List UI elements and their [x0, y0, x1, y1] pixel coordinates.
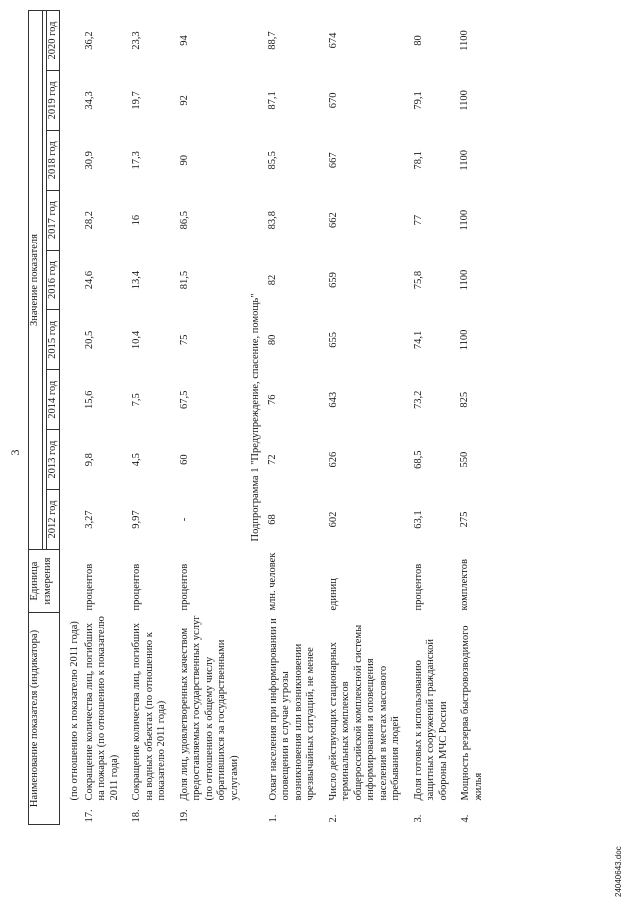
row-value: 19,7 — [131, 91, 142, 110]
header-name: Наименование показателя (индикатора) — [29, 612, 60, 824]
row-value: 36,2 — [83, 31, 95, 50]
row-value: 1100 — [459, 30, 470, 51]
header-values: Значение показателя — [29, 11, 43, 550]
row-name: Сокращение количества лиц, погибших на водных объектах (по отношению к показателю 2011 года) — [131, 623, 167, 801]
header-year: 2015 год — [46, 310, 60, 370]
continuation-text: (по отношению к показателю 2011 года) — [69, 621, 80, 801]
row-value: 17,3 — [131, 151, 142, 170]
row-value: 79,1 — [412, 91, 424, 110]
row-value: 80 — [266, 334, 278, 346]
row-number: 2. — [327, 814, 339, 823]
row-value: 24,6 — [83, 270, 95, 290]
table-row — [459, 11, 486, 825]
row-value: 9,8 — [83, 453, 95, 467]
row-value: 67,5 — [178, 390, 190, 409]
row-value: 1100 — [459, 90, 470, 111]
row-value: 1100 — [459, 209, 470, 231]
row-value: 7,5 — [131, 393, 142, 407]
row-value: 75 — [178, 334, 190, 346]
row-value: 655 — [327, 332, 339, 348]
row-value: 659 — [327, 272, 339, 288]
row-name: Охват населения при информировании и оповещении в случае угрозы возникновения или возникновении чрезвычайных ситуаций, не менее — [267, 618, 316, 801]
row-value: 674 — [327, 32, 339, 49]
header-year: 2018 год — [46, 130, 60, 190]
row-value: 550 — [459, 451, 470, 468]
row-value: 23,3 — [131, 31, 142, 50]
row-value: 15,6 — [83, 390, 95, 409]
row-value: 85,5 — [266, 151, 278, 170]
row-value: 80 — [412, 35, 424, 46]
row-value: 662 — [327, 212, 339, 229]
row-number: 3. — [412, 814, 424, 823]
row-number: 1. — [267, 814, 279, 823]
row-number: 19. — [178, 809, 190, 823]
table-row — [327, 11, 404, 825]
row-number: 18. — [131, 809, 142, 823]
row-value: 75,8 — [412, 270, 424, 290]
header-year: 2019 год — [46, 70, 60, 130]
row-value: 667 — [327, 152, 339, 169]
row-value: 87,1 — [266, 91, 278, 110]
row-number: 17. — [83, 809, 95, 823]
row-unit: единиц — [327, 578, 339, 611]
table-header — [29, 11, 60, 825]
table-row — [267, 11, 319, 825]
row-name: Доля готовых к использованию защитных сооружений гражданской обороны МЧС России — [412, 639, 449, 801]
row-value: 1100 — [459, 329, 470, 351]
row-value: - — [178, 517, 190, 522]
row-name: Доля лиц, удовлетворенных качеством предоставляемых государственных услуг (по отношению к общему числу обратившихся за государственными услугами) — [178, 615, 240, 801]
row-unit: комплектов — [459, 559, 470, 611]
table-row — [412, 11, 452, 825]
row-value: 3,27 — [83, 510, 95, 529]
header-year: 2012 год — [46, 490, 60, 550]
table-row — [130, 11, 170, 825]
subprogram-title: Подпрограмма 1 "Предупреждение, спасение, помощь" — [250, 293, 261, 542]
row-unit: млн. человек — [266, 552, 278, 611]
row-number: 4. — [460, 814, 471, 823]
header-year: 2014 год — [46, 370, 60, 430]
indicator-table — [28, 10, 486, 825]
row-value: 4,5 — [131, 453, 142, 467]
row-value: 68,5 — [412, 450, 424, 469]
row-unit: процентов — [178, 563, 190, 611]
file-name-footer: 24040643.doc — [614, 846, 623, 897]
row-value: 86,5 — [178, 210, 190, 230]
row-value: 73,2 — [412, 390, 424, 409]
page-number: 3 — [8, 449, 22, 456]
continuation-row — [68, 11, 83, 825]
row-value: 13,4 — [131, 270, 142, 290]
row-value: 1100 — [459, 269, 470, 291]
header-unit: Единица измерения — [29, 549, 60, 612]
row-value: 825 — [459, 391, 470, 408]
row-value: 1100 — [459, 149, 470, 171]
row-value: 94 — [178, 35, 190, 46]
header-year: 2013 год — [46, 430, 60, 490]
header-year: 2020 год — [46, 11, 60, 71]
row-value: 81,5 — [178, 270, 190, 290]
row-name: Число действующих стационарных терминальных комплексов общероссийской комплексной системы информирования и оповещения населения в местах массового пребывания людей — [327, 624, 401, 801]
row-value: 602 — [327, 511, 339, 528]
row-value: 78,1 — [412, 151, 424, 170]
row-value: 76 — [266, 394, 278, 406]
row-value: 63,1 — [412, 510, 424, 529]
row-value: 28,2 — [83, 210, 95, 230]
row-value: 10,4 — [131, 330, 142, 350]
row-value: 83,8 — [266, 210, 278, 230]
row-value: 72 — [266, 454, 278, 465]
row-value: 9,97 — [131, 510, 142, 529]
row-value: 626 — [327, 451, 339, 468]
row-name: Сокращение количества лиц, погибших на пожарах (по отношению к показателю 2011 года) — [83, 616, 120, 801]
row-unit: процентов — [83, 563, 95, 611]
row-unit: процентов — [131, 563, 142, 611]
row-value: 74,1 — [412, 330, 424, 350]
row-value: 77 — [412, 214, 424, 226]
row-value: 90 — [178, 155, 190, 166]
row-value: 30,9 — [83, 151, 95, 170]
row-value: 275 — [459, 511, 470, 528]
header-year: 2017 год — [46, 190, 60, 250]
row-value: 643 — [327, 391, 339, 408]
header-year: 2016 год — [46, 250, 60, 310]
row-unit: процентов — [412, 563, 424, 611]
row-value: 60 — [178, 454, 190, 465]
row-value: 92 — [178, 95, 190, 106]
row-value: 16 — [131, 214, 142, 226]
row-value: 670 — [327, 92, 339, 109]
table-row — [83, 11, 123, 825]
subprogram-row — [242, 11, 267, 825]
row-value: 34,3 — [83, 91, 95, 110]
row-value: 68 — [266, 514, 278, 525]
row-name: Мощность резерва быстровозводимого жилья — [460, 625, 484, 801]
row-value: 82 — [266, 274, 278, 286]
row-value: 88,7 — [266, 31, 278, 50]
table-body — [60, 11, 487, 825]
row-value: 20,5 — [83, 330, 95, 350]
table-row — [178, 11, 243, 825]
